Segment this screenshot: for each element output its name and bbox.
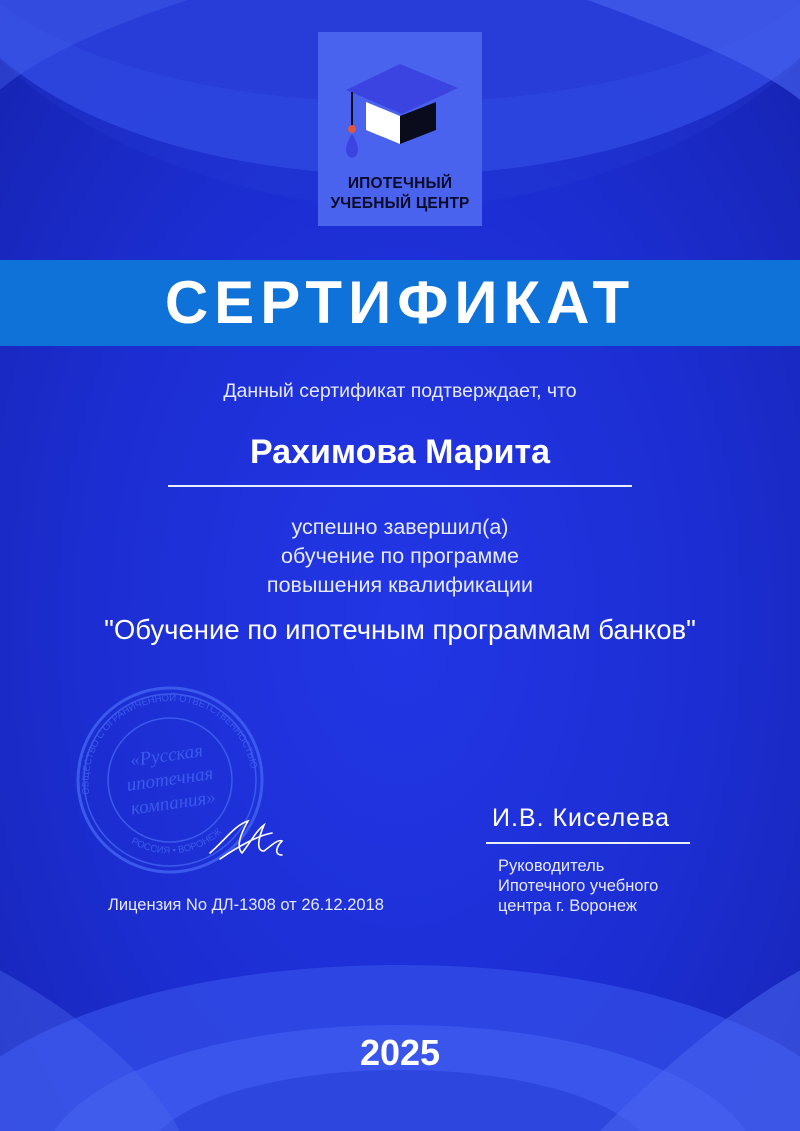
completion-line-2: обучение по программе bbox=[281, 544, 519, 568]
stamp-line-1: «Русская bbox=[128, 740, 205, 772]
intro-text: Данный сертификат подтверждает, что bbox=[223, 380, 577, 402]
recipient-underline bbox=[168, 485, 632, 487]
certificate-title: СЕРТИФИКАТ bbox=[164, 269, 636, 336]
stamp-line-2: ипотечная bbox=[125, 763, 215, 796]
signer-position-line-3: центра г. Воронеж bbox=[498, 897, 637, 915]
issue-year: 2025 bbox=[359, 1032, 441, 1073]
logo-text bbox=[318, 174, 482, 214]
signature-scribble bbox=[210, 821, 282, 859]
signer-position bbox=[498, 856, 658, 916]
stamp-outer-text: ОБЩЕСТВО С ОГРАНИЧЕННОЙ ОТВЕТСТВЕННОСТЬЮ bbox=[80, 692, 260, 796]
license-text: Лицензия No ДЛ-1308 от 26.12.2018 bbox=[108, 896, 384, 914]
signer-underline bbox=[486, 842, 690, 844]
stamp-bottom-text: РОССИЯ • ВОРОНЕЖ bbox=[129, 826, 225, 857]
recipient-name: Рахимова Марита bbox=[249, 433, 551, 471]
company-stamp bbox=[60, 675, 300, 885]
signer-name: И.В. Киселева bbox=[492, 804, 670, 832]
completion-line-3: повышения квалификации bbox=[266, 573, 534, 597]
stamp-line-3: компания» bbox=[129, 786, 217, 820]
logo bbox=[318, 32, 482, 226]
completion-text bbox=[0, 513, 800, 600]
signer-position-line-2: Ипотечного учебного bbox=[498, 877, 659, 895]
program-name: "Обучение по ипотечным программам банков" bbox=[104, 614, 696, 645]
logo-line-1: ИПОТЕЧНЫЙ bbox=[347, 175, 453, 192]
completion-line-1: успешно завершил(а) bbox=[291, 515, 509, 539]
logo-line-2: УЧЕБНЫЙ ЦЕНТР bbox=[330, 195, 470, 212]
signer-position-line-1: Руководитель bbox=[498, 857, 605, 875]
